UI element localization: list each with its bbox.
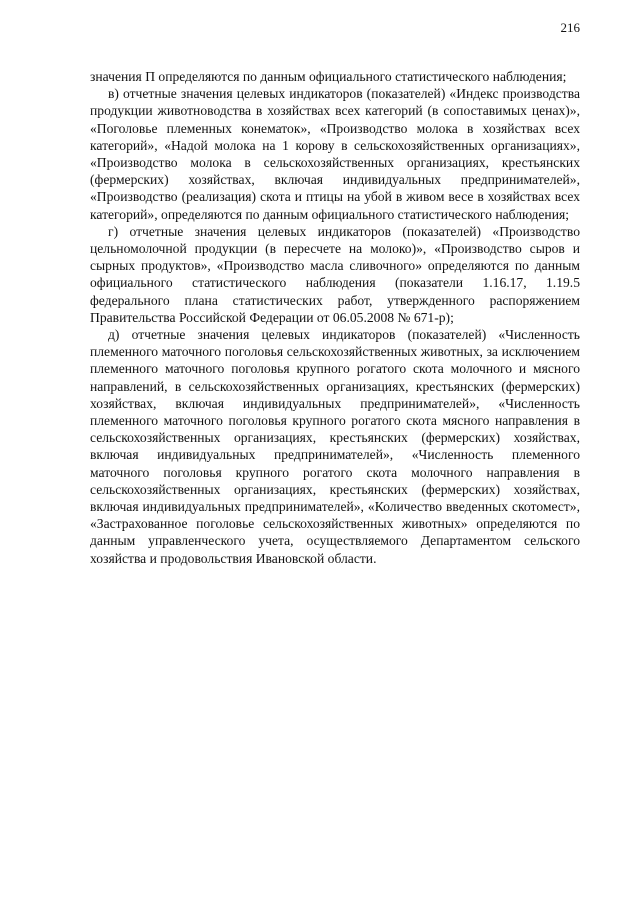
paragraph-item-g: г) отчетные значения целевых индикаторов (показателей) «Производство цельномолочной продукции (в пересчете на молоко)», «Производство сыров и сырных продуктов», «Производство масла сливочного» определяются по данным официального статистического наблюдения (показатели 1.16.17, 1.19.5 федерального плана статистических работ, утвержденного распоряжением Правительства Российской Федерации от 06.05.2008 № 671-р); xyxy=(90,223,580,325)
page-number: 216 xyxy=(560,20,580,35)
paragraph-continuation: значения П определяются по данным официального статистического наблюдения; xyxy=(90,69,567,84)
paragraph-item-v: в) отчетные значения целевых индикаторов (показателей) «Индекс производства продукции животноводства в хозяйствах всех категорий (в сопоставимых ценах)», «Поголовье племенных конематок», «Производство молока в хозяйствах всех категорий», «Надой молока на 1 корову в сельскохозяйственных организациях», «Производство молока в сельскохозяйственных организациях, крестьянских (фермерских) хозяйствах, включая индивидуальных предпринимателей», «Производство (реализация) скота и птицы на убой в живом весе в хозяйствах всех категорий», определяются по данным официального статистического наблюдения; xyxy=(90,86,580,222)
paragraph-item-d: д) отчетные значения целевых индикаторов (показателей) «Численность племенного маточного поголовья сельскохозяйственных животных, за исключением племенного маточного поголовья крупного рогатого скота молочного и мясного направлений, в сельскохозяйственных организациях, крестьянских (фермерских) хозяйствах, включая индивидуальных предпринимателей», «Численность племенного маточного поголовья крупного рогатого скота мясного направления в сельскохозяйственных организациях, крестьянских (фермерских) хозяйствах, включая индивидуальных предпринимателей», «Численность племенного маточного поголовья крупного рогатого скота молочного направления в сельскохозяйственных организациях, крестьянских (фермерских) хозяйствах, включая индивидуальных предпринимателей», «Количество введенных скотомест», «Застрахованное поголовье сельскохозяйственных животных» определяются по данным управленческого учета, осуществляемого Департаментом сельского хозяйства и продовольствия Ивановской области. xyxy=(90,327,580,566)
document-body xyxy=(90,68,580,567)
